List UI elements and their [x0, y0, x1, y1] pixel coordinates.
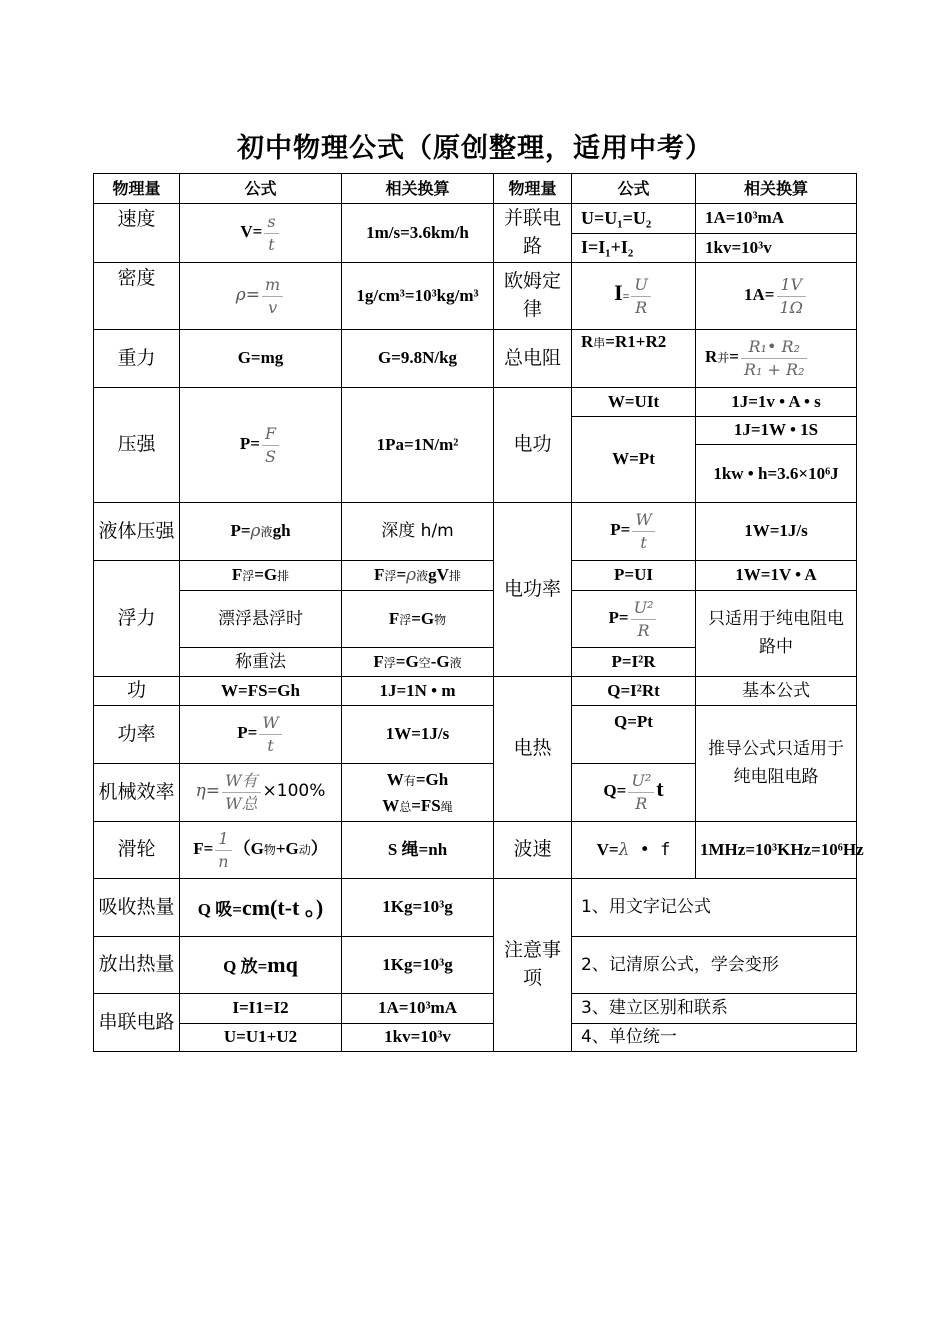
pulley-name: 滑轮 — [94, 822, 180, 879]
pulley-conversion: S 绳=nh — [342, 822, 494, 879]
liquid-pressure-name: 液体压强 — [94, 503, 180, 561]
series-formula-current: I=I1=I2 — [180, 994, 342, 1024]
electric-power-conversion-1: 1W=1J/s — [696, 503, 857, 561]
electric-power-formula-1: P= $\frac{W}{t}$ — [572, 503, 696, 561]
pressure-name: 压强 — [94, 388, 180, 503]
wave-conversion: 1MHz=10³KHz=10⁶Hz — [696, 822, 857, 879]
buoyancy-conversion-2: F浮=G物 — [342, 591, 494, 648]
table-row — [94, 822, 857, 879]
ohm-conversion: 1A= $\frac{1V}{1\Omega}$ — [696, 263, 857, 330]
gravity-formula: G=mg — [180, 330, 342, 388]
electric-power-conversion-3: 只适用于纯电阻电路中 — [696, 591, 857, 677]
release-heat-conversion: 1Kg=10³g — [342, 937, 494, 994]
table-row — [94, 879, 857, 937]
table-row — [94, 1024, 857, 1052]
electric-power-formula-3: P= $\frac{\text{U²}}{R}$ — [572, 591, 696, 648]
buoyancy-formula-1: F浮=G排 — [180, 561, 342, 591]
header-formula-2: 公式 — [572, 174, 696, 204]
table-row — [94, 204, 857, 234]
speed-name: 速度 — [94, 204, 180, 263]
table-row — [94, 263, 857, 330]
ohm-formula: I= $\frac{U}{R}$ — [572, 263, 696, 330]
ohm-name: 欧姆定律 — [494, 263, 572, 330]
electric-work-conversion-2: 1J=1W • 1S — [696, 417, 857, 445]
efficiency-name: 机械效率 — [94, 764, 180, 822]
speed-formula: V= $\frac{s}{t}$ — [180, 204, 342, 263]
parallel-resistance-formula: R并= $\frac{\text{R₁• R₂}}{\text{R₁ + R₂}}$ — [696, 330, 857, 388]
density-formula: ρ= $\frac{m}{v}$ — [180, 263, 342, 330]
table-row — [94, 330, 857, 388]
electric-heat-conversion-1: 基本公式 — [696, 677, 857, 706]
table-row — [94, 503, 857, 561]
wave-formula: V=λ • f — [572, 822, 696, 879]
efficiency-conversion: W有=Gh W总=FS绳 — [342, 764, 494, 822]
parallel-conversion-voltage: 1kv=10³v — [696, 234, 857, 263]
gravity-conversion: G=9.8N/kg — [342, 330, 494, 388]
table-row — [94, 388, 857, 417]
series-conversion-voltage: 1kv=10³v — [342, 1024, 494, 1052]
release-heat-formula: Q 放=mq — [180, 937, 342, 994]
header-row — [94, 174, 857, 204]
power-conversion: 1W=1J/s — [342, 706, 494, 764]
notes-name: 注意事项 — [494, 879, 572, 1052]
buoyancy-name: 浮力 — [94, 561, 180, 677]
parallel-formula-voltage: U=U₁=U₂ — [572, 204, 696, 234]
total-resistance-name: 总电阻 — [494, 330, 572, 388]
gravity-name: 重力 — [94, 330, 180, 388]
series-name: 串联电路 — [94, 994, 180, 1052]
buoyancy-conversion-1: F浮=ρ液gV排 — [342, 561, 494, 591]
power-formula: P= $\frac{W}{t}$ — [180, 706, 342, 764]
power-name: 功率 — [94, 706, 180, 764]
table-row — [94, 706, 857, 764]
wave-name: 波速 — [494, 822, 572, 879]
header-quantity: 物理量 — [94, 174, 180, 204]
buoyancy-conversion-3: F浮=G空-G液 — [342, 648, 494, 677]
header-conversion: 相关换算 — [342, 174, 494, 204]
electric-power-conversion-2: 1W=1V • A — [696, 561, 857, 591]
density-conversion: 1g/cm³=10³kg/m³ — [342, 263, 494, 330]
release-heat-name: 放出热量 — [94, 937, 180, 994]
page-title: 初中物理公式（原创整理，适用中考） — [237, 133, 713, 164]
work-conversion: 1J=1N • m — [342, 677, 494, 706]
absorb-heat-conversion: 1Kg=10³g — [342, 879, 494, 937]
table-row — [94, 561, 857, 591]
electric-power-formula-2: P=UI — [572, 561, 696, 591]
absorb-heat-name: 吸收热量 — [94, 879, 180, 937]
electric-heat-formula-1: Q=I²Rt — [572, 677, 696, 706]
density-name: 密度 — [94, 263, 180, 330]
table-row — [94, 994, 857, 1024]
buoyancy-formula-2: 漂浮悬浮时 — [180, 591, 342, 648]
series-formula-voltage: U=U1+U2 — [180, 1024, 342, 1052]
electric-work-formula-1: W=UIt — [572, 388, 696, 417]
note-item-2: 2、记清原公式，学会变形 — [572, 937, 857, 994]
table-row — [94, 937, 857, 994]
formula-table — [93, 173, 864, 1052]
liquid-pressure-formula: P=ρ液gh — [180, 503, 342, 561]
header-quantity-2: 物理量 — [494, 174, 572, 204]
electric-work-formula-2: W=Pt — [572, 417, 696, 503]
header-conversion-2: 相关换算 — [696, 174, 857, 204]
note-item-3: 3、建立区别和联系 — [572, 994, 857, 1024]
parallel-conversion-current: 1A=10³mA — [696, 204, 857, 234]
parallel-name: 并联电路 — [494, 204, 572, 263]
electric-work-conversion-1: 1J=1v • A • s — [696, 388, 857, 417]
pressure-formula: P= $\frac{F}{S}$ — [180, 388, 342, 503]
note-item-1: 1、用文字记公式 — [572, 879, 857, 937]
series-resistance-formula: R串=R1+R2 — [572, 330, 696, 388]
buoyancy-formula-3: 称重法 — [180, 648, 342, 677]
absorb-heat-formula: Q 吸=cm(t-t 。) — [180, 879, 342, 937]
liquid-pressure-conversion: 深度 h/m — [342, 503, 494, 561]
series-conversion-current: 1A=10³mA — [342, 994, 494, 1024]
efficiency-formula: η= $\frac{\text{W有}}{\text{W总}}$ ×100% — [180, 764, 342, 822]
note-item-4: 4、单位统一 — [572, 1024, 857, 1052]
parallel-formula-current: I=I₁+I₂ — [572, 234, 696, 263]
table-row — [94, 677, 857, 706]
header-formula: 公式 — [180, 174, 342, 204]
electric-power-formula-4: P=I²R — [572, 648, 696, 677]
electric-work-conversion-3: 1kw • h=3.6×10⁶J — [696, 445, 857, 503]
electric-heat-name: 电热 — [494, 677, 572, 822]
pressure-conversion: 1Pa=1N/m² — [342, 388, 494, 503]
pulley-formula: F= $\frac{1}{n}$ （G物+G动） — [180, 822, 342, 879]
electric-heat-formula-2: Q=Pt — [572, 706, 696, 764]
table-row — [94, 591, 857, 648]
speed-conversion: 1m/s=3.6km/h — [342, 204, 494, 263]
work-formula: W=FS=Gh — [180, 677, 342, 706]
electric-power-name: 电功率 — [494, 503, 572, 677]
work-name: 功 — [94, 677, 180, 706]
electric-heat-conversion-2: 推导公式只适用于纯电阻电路 — [696, 706, 857, 822]
electric-work-name: 电功 — [494, 388, 572, 503]
electric-heat-formula-3: Q= $\frac{\text{U²}}{R}$ t — [572, 764, 696, 822]
